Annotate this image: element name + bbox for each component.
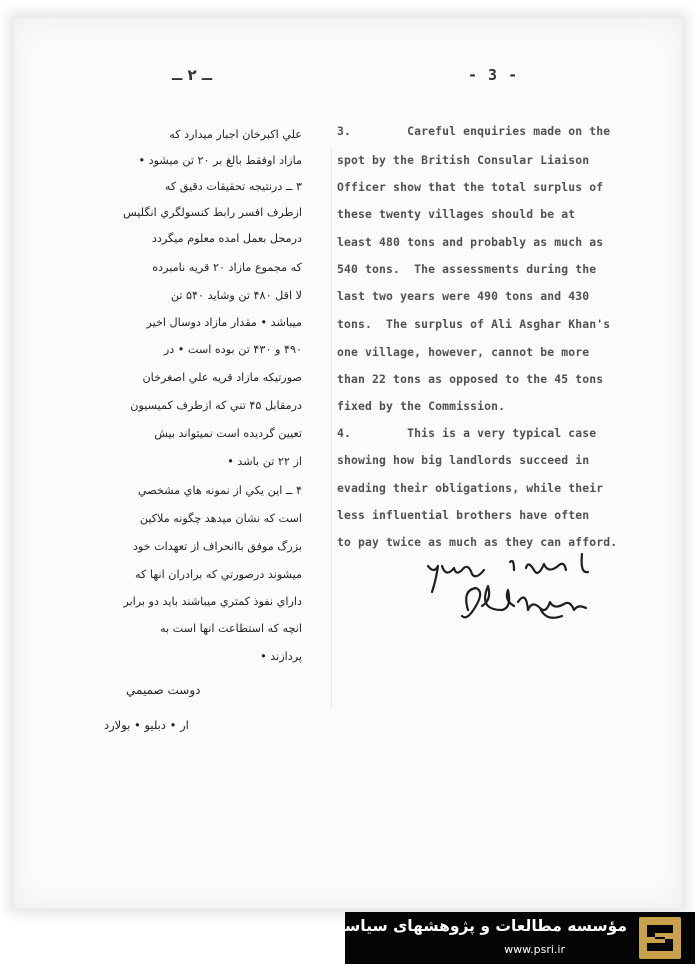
english-line: spot by the British Consular Liaison — [337, 153, 590, 167]
persian-closing: دوست صميمي — [126, 683, 201, 697]
institute-name: مؤسسه مطالعات و پژوهشهای سیاسی — [329, 917, 627, 935]
page-number-right: - 3 - — [468, 66, 519, 84]
persian-line: است كه نشان ميدهد چگونه ملاكين — [139, 512, 302, 525]
english-line: one village, however, cannot be more — [337, 345, 590, 359]
persian-line: ۴۹۰ و ۴۳۰ تن بوده است • در — [163, 343, 302, 356]
persian-line: بزرگ موفق باانحراف از تعهدات خود — [132, 540, 302, 553]
persian-line: ازطرف افسر رابط كنسولگري انگليس — [123, 206, 302, 219]
footer-banner — [329, 912, 695, 964]
english-line: fixed by the Commission. — [337, 399, 506, 413]
persian-line: تعيين گرديده است نميتواند بيش — [154, 427, 302, 440]
persian-line: ۴ ــ اين يكي از نمونه هاي مشخصي — [137, 484, 302, 497]
english-line: than 22 tons as opposed to the 45 tons — [337, 372, 604, 386]
persian-line: مازاد اوفقط بالغ بر ۲۰ تن ميشود • — [138, 154, 302, 167]
persian-line: داراي نفوذ كمتري ميباشند بايد دو برابر — [123, 595, 302, 608]
english-line: to pay twice as much as they can afford. — [337, 535, 618, 549]
persian-line: از ۲۲ تن باشد • — [227, 455, 302, 468]
english-line: last two years were 490 tons and 430 — [337, 289, 590, 303]
persian-line: انچه كه استطاعت انها است به — [159, 622, 302, 635]
english-line: 540 tons. The assessments during the — [337, 262, 597, 276]
persian-signature: ار • دبليو • بولارد — [104, 718, 189, 732]
english-line: 3. Careful enquiries made on the — [337, 124, 611, 138]
persian-line: ۳ ــ درنتيجه تحقيقات دقيق كه — [164, 180, 302, 193]
persian-line: كه مجموع مازاد ۲۰ قريه نامبرده — [152, 261, 302, 274]
website-url[interactable]: www.psri.ir — [504, 943, 565, 956]
handwritten-signature — [422, 548, 622, 648]
persian-line: ميباشد • مقدار مازاد دوسال اخير — [146, 316, 302, 329]
persian-line: درمحل بعمل امده معلوم ميگردد — [151, 232, 302, 245]
institute-logo-icon — [639, 917, 681, 959]
persian-line: صورتيكه مازاد قريه علي اصغرخان — [142, 371, 302, 384]
english-line: tons. The surplus of Ali Asghar Khan's — [337, 317, 611, 331]
persian-line: لا اقل ۴۸۰ تن وشايد ۵۴۰ تن — [170, 289, 302, 302]
english-line: these twenty villages should be at — [337, 207, 576, 221]
persian-line: علي اكبرخان اجبار ميدارد كه — [169, 128, 302, 141]
persian-line: ميشوند درصورتي كه برادران انها كه — [135, 568, 302, 581]
persian-line: درمقابل ۴۵ تني كه ازطرف كميسيون — [130, 399, 302, 412]
page-number-left: ــ ۲ ــ — [172, 66, 213, 84]
column-divider — [331, 148, 332, 708]
english-line: 4. This is a very typical case — [337, 426, 597, 440]
persian-line: پردازند • — [260, 650, 302, 663]
english-line: least 480 tons and probably as much as — [337, 235, 604, 249]
english-line: less influential brothers have often — [337, 508, 590, 522]
english-line: evading their obligations, while their — [337, 481, 604, 495]
english-line: Officer show that the total surplus of — [337, 180, 604, 194]
english-line: showing how big landlords succeed in — [337, 453, 590, 467]
